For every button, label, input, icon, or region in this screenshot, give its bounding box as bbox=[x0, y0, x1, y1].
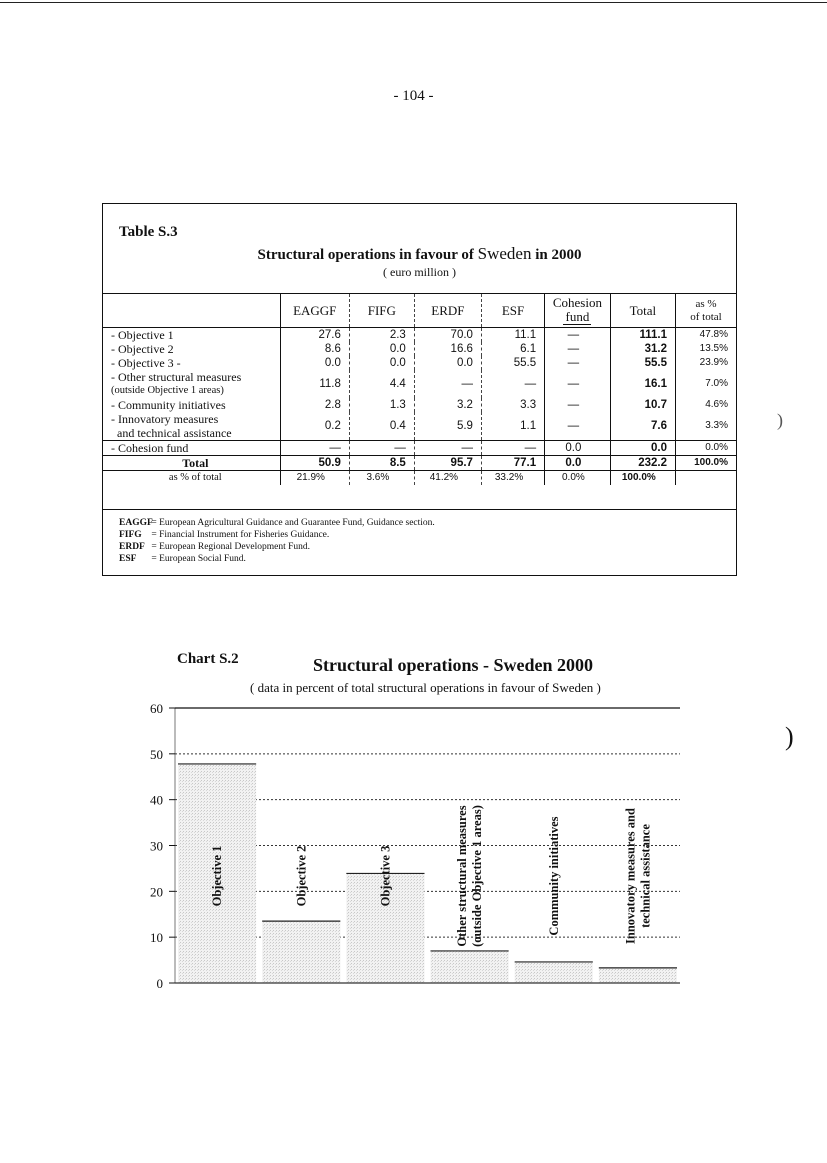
category-label: Community initiatives bbox=[546, 816, 561, 936]
table-unit: ( euro million ) bbox=[383, 265, 456, 279]
page-number: - 104 - bbox=[393, 88, 434, 104]
cell-erdf: — bbox=[414, 441, 481, 456]
row-label: as % of total bbox=[168, 472, 222, 483]
cell-erdf: 16.6 bbox=[414, 342, 481, 356]
header-erdf: ERDF bbox=[414, 294, 481, 328]
legend-text: = Financial Instrument for Fisheries Guidance. bbox=[149, 530, 330, 540]
row-label-sub: (outside Objective 1 areas) bbox=[111, 385, 224, 396]
cell-erdf: 5.9 bbox=[414, 412, 481, 441]
cell-eaggf: 2.8 bbox=[280, 398, 349, 412]
cell-total: 7.6 bbox=[610, 412, 675, 441]
table-title-suffix: in 2000 bbox=[535, 247, 582, 263]
cell-eaggf: 0.2 bbox=[280, 412, 349, 441]
header-esf: ESF bbox=[481, 294, 544, 328]
cell-total: 31.2 bbox=[610, 342, 675, 356]
cell-eaggf: 11.8 bbox=[280, 370, 349, 398]
legend-abbr: FIFG bbox=[119, 530, 142, 540]
category-label: Objective 3 bbox=[378, 845, 393, 907]
cell-cohesion: 0.0 bbox=[545, 456, 611, 471]
cell-pct: 100.0% bbox=[675, 456, 736, 471]
row-label-main: - Community initiatives bbox=[111, 398, 226, 412]
legend-abbr: ERDF bbox=[119, 542, 145, 552]
chart-label: Chart S.2 bbox=[177, 651, 239, 667]
cell-fifg: 0.0 bbox=[349, 356, 414, 370]
margin-mark-small-icon: ) bbox=[777, 410, 783, 430]
cell-esf: 77.1 bbox=[481, 456, 544, 471]
chart-title: Structural operations - Sweden 2000 bbox=[313, 655, 593, 675]
cell-pct: 23.9% bbox=[675, 356, 736, 370]
y-tick-label: 10 bbox=[150, 930, 163, 946]
cell-pct: 0.0% bbox=[675, 441, 736, 456]
header-total: Total bbox=[610, 294, 675, 328]
header-pct-line1: as % bbox=[695, 297, 717, 310]
table-title-prefix: Structural operations in favour of bbox=[257, 247, 474, 263]
category-label: Objective 1 bbox=[210, 845, 225, 907]
cell-fifg: 3.6% bbox=[349, 471, 414, 486]
cell-eaggf: 8.6 bbox=[280, 342, 349, 356]
cell-fifg: 0.4 bbox=[349, 412, 414, 441]
cell-pct: 3.3% bbox=[675, 412, 736, 441]
cell-esf: 3.3 bbox=[481, 398, 544, 412]
legend-abbr: ESF bbox=[119, 554, 137, 564]
header-fifg: FIFG bbox=[349, 294, 414, 328]
cell-esf: 55.5 bbox=[481, 356, 544, 370]
chart-subtitle: ( data in percent of total structural operations in favour of Sweden ) bbox=[250, 680, 601, 695]
category-label: technical assistance bbox=[638, 824, 653, 928]
row-label-main: - Objective 3 - bbox=[111, 356, 181, 370]
cell-eaggf: 27.6 bbox=[280, 328, 349, 343]
cell-esf: 11.1 bbox=[481, 328, 544, 343]
cell-eaggf: 50.9 bbox=[280, 456, 349, 471]
cell-fifg: 0.0 bbox=[349, 342, 414, 356]
cell-cohesion: — bbox=[545, 356, 611, 370]
cell-total: 16.1 bbox=[610, 370, 675, 398]
cell-cohesion: — bbox=[545, 370, 611, 398]
cell-cohesion: 0.0% bbox=[545, 471, 611, 486]
category-label: Other structural measures bbox=[455, 805, 470, 947]
cell-esf: 33.2% bbox=[481, 471, 544, 486]
legend-text: = European Social Fund. bbox=[149, 554, 246, 564]
row-label-main: - Objective 1 bbox=[111, 328, 174, 342]
cell-erdf: — bbox=[414, 370, 481, 398]
cell-esf: — bbox=[481, 441, 544, 456]
cell-fifg: 4.4 bbox=[349, 370, 414, 398]
cell-esf: — bbox=[481, 370, 544, 398]
bar bbox=[431, 951, 509, 983]
cell-fifg: — bbox=[349, 441, 414, 456]
row-label: Total bbox=[103, 456, 280, 471]
cell-pct: 7.0% bbox=[675, 370, 736, 398]
header-cohesion-line1: Cohesion bbox=[552, 295, 602, 310]
cell-erdf: 70.0 bbox=[414, 328, 481, 343]
cell-cohesion: — bbox=[545, 412, 611, 441]
table-label: Table S.3 bbox=[119, 224, 178, 240]
cell-eaggf: — bbox=[280, 441, 349, 456]
row-label-main: - Other structural measures bbox=[111, 370, 242, 384]
category-label: Objective 2 bbox=[294, 845, 309, 907]
header-cohesion-line2: fund bbox=[565, 309, 590, 324]
y-tick-label: 0 bbox=[156, 976, 163, 991]
cell-cohesion: — bbox=[545, 398, 611, 412]
cell-cohesion: — bbox=[545, 342, 611, 356]
cell-erdf: 95.7 bbox=[414, 456, 481, 471]
legend-abbr: EAGGF bbox=[119, 518, 153, 528]
legend-text: = European Regional Development Fund. bbox=[149, 542, 311, 552]
cell-pct: 13.5% bbox=[675, 342, 736, 356]
cell-esf: 1.1 bbox=[481, 412, 544, 441]
y-tick-label: 60 bbox=[150, 701, 163, 716]
cell-total: 55.5 bbox=[610, 356, 675, 370]
legend-text: = European Agricultural Guidance and Guarantee Fund, Guidance section. bbox=[149, 518, 435, 528]
row-label-main: - Innovatory measures bbox=[111, 412, 219, 426]
cell-total: 0.0 bbox=[610, 441, 675, 456]
row-label-sub: and technical assistance bbox=[117, 426, 232, 440]
y-tick-label: 40 bbox=[150, 792, 163, 808]
row-label: - Cohesion fund bbox=[103, 441, 280, 456]
header-eaggf: EAGGF bbox=[280, 294, 349, 328]
cell-cohesion: — bbox=[545, 328, 611, 343]
cell-fifg: 1.3 bbox=[349, 398, 414, 412]
category-label: Innovatory measures and bbox=[623, 808, 638, 944]
cell-eaggf: 0.0 bbox=[280, 356, 349, 370]
table-title-country: Sweden bbox=[477, 244, 532, 263]
category-label: (outside Objective 1 areas) bbox=[470, 805, 485, 947]
y-tick-label: 30 bbox=[150, 838, 163, 854]
margin-mark-icon: ) bbox=[785, 722, 794, 751]
cell-erdf: 41.2% bbox=[414, 471, 481, 486]
bar bbox=[262, 921, 340, 983]
cell-total: 10.7 bbox=[610, 398, 675, 412]
cell-fifg: 8.5 bbox=[349, 456, 414, 471]
cell-eaggf: 21.9% bbox=[280, 471, 349, 486]
cell-esf: 6.1 bbox=[481, 342, 544, 356]
cell-erdf: 0.0 bbox=[414, 356, 481, 370]
cell-pct: 47.8% bbox=[675, 328, 736, 343]
y-tick-label: 20 bbox=[150, 884, 163, 900]
bar bbox=[515, 962, 593, 983]
header-pct-line2: of total bbox=[690, 310, 722, 323]
cell-total: 111.1 bbox=[610, 328, 675, 343]
row-label-main: - Objective 2 bbox=[111, 342, 174, 356]
cell-cohesion: 0.0 bbox=[545, 441, 611, 456]
cell-pct: 4.6% bbox=[675, 398, 736, 412]
bar bbox=[599, 968, 677, 983]
cell-fifg: 2.3 bbox=[349, 328, 414, 343]
y-tick-label: 50 bbox=[150, 746, 163, 762]
cell-total: 100.0% bbox=[610, 471, 675, 486]
cell-total: 232.2 bbox=[610, 456, 675, 471]
cell-erdf: 3.2 bbox=[414, 398, 481, 412]
